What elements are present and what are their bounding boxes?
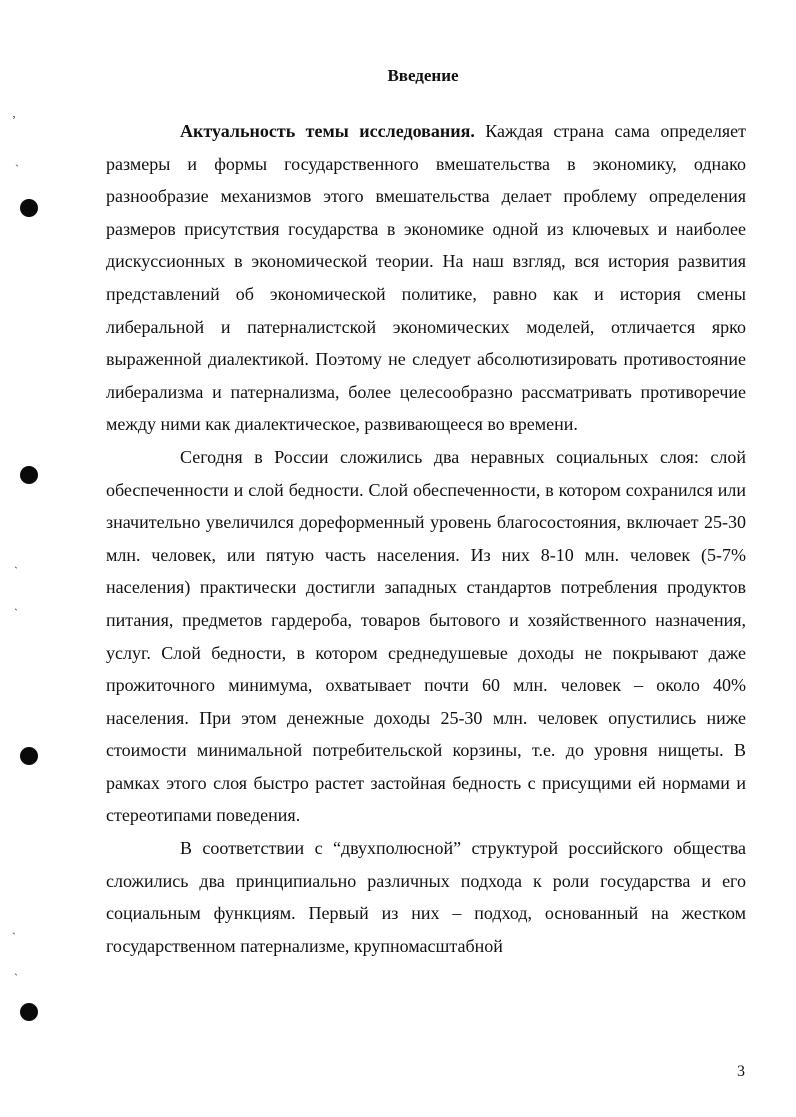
punch-hole-1: [20, 199, 38, 217]
scan-speck: ˎ: [12, 921, 16, 935]
section-heading: Введение: [387, 66, 459, 85]
paragraph-lead: Актуальность темы исследования.: [180, 121, 475, 141]
punch-hole-4: [20, 1003, 38, 1021]
paragraph-text: В соответствии с “двухполюсной” структурой российского общества сложились два принципиально различных подхода к роли государства и его социальным функциям. Первый из них – подход, основанный на жестком государственном патернализме, крупномасштабной: [106, 838, 746, 956]
scan-speck: ˎ: [14, 962, 18, 976]
scan-speck: ʼ: [12, 113, 16, 127]
scan-speck: ˎ: [15, 153, 19, 167]
paragraph-text: Каждая страна сама определяет размеры и формы государственного вмешательства в экономику, однако разнообразие механизмов этого вмешательства делает проблему определения размеров присутствия государства в экономике одной из ключевых и наиболее дискуссионных в экономической теории. На наш взгляд, вся история развития представлений об экономической политике, равно как и история смены либеральной и патерналистской экономических моделей, отличается ярко выраженной диалектикой. Поэтому не следует абсолютизировать противостояние либерализма и патернализма, более целесообразно рассматривать противоречие между ними как диалектическое, развивающееся во времени.: [106, 121, 747, 435]
punch-hole-2: [20, 466, 38, 484]
scan-speck: ˎ: [14, 597, 18, 611]
paragraph-2: [106, 441, 746, 832]
paragraph-3: [106, 832, 746, 962]
body-text: [106, 115, 746, 962]
paragraph-text: Сегодня в России сложились два неравных социальных слоя: слой обеспеченности и слой бедности. Слой обеспеченности, в котором сохранился или значительно увеличился дореформенный уровень благосостояния, включает 25-30 млн. человек, или пятую часть населения. Из них 8-10 млн. человек (5-7% населения) практически достигли западных стандартов потребления продуктов питания, предметов гардероба, товаров бытового и хозяйственного назначения, услуг. Слой бедности, в котором среднедушевые доходы не покрывают даже прожиточного минимума, охватывает почти 60 млн. человек – около 40% населения. При этом денежные доходы 25-30 млн. человек опустились ниже стоимости минимальной потребительской корзины, т.е. до уровня нищеты. В рамках этого слоя быстро растет застойная бедность с присущими ей нормами и стереотипами поведения.: [106, 446, 746, 826]
punch-hole-3: [20, 747, 38, 765]
page-number: 3: [737, 1063, 745, 1080]
paragraph-1: [106, 115, 746, 441]
scan-speck: ˎ: [14, 555, 18, 569]
